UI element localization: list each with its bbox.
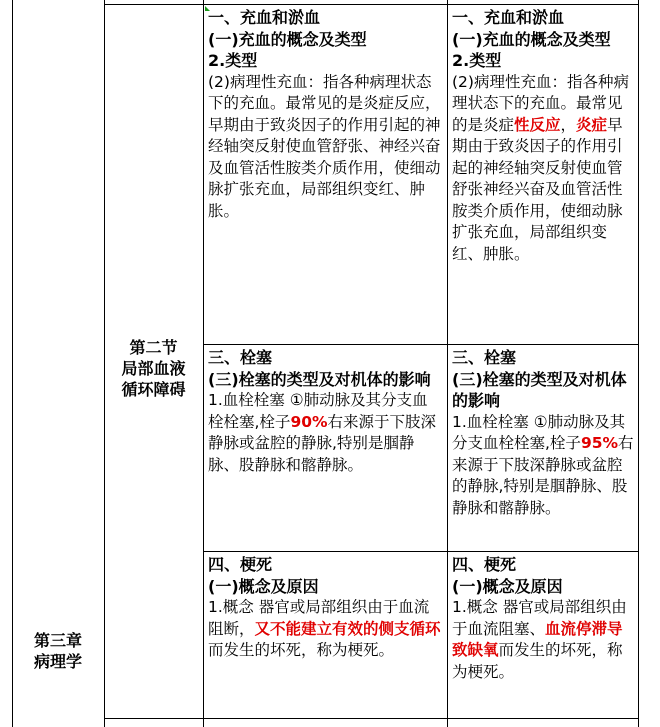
row3-left-heading2: (一)概念及原因	[208, 576, 319, 596]
row1-right-text-part2: ，	[560, 115, 577, 134]
row1-right-text-part3: 早期由于致炎因子的作用引起的神经轴突反射使血管舒张神经兴奋及血管活性胺类介质作用，使细动脉扩张充血，局部组织变红、肿胀。	[452, 115, 623, 263]
row2-left-cell	[203, 347, 447, 476]
row1-right-highlight2: 炎症	[576, 115, 608, 134]
row2-left-text-part2: 右来源于下肢深静脉或盆腔的静脉,特别是腘静脉、股静脉和髂静脉。	[208, 412, 437, 474]
row2-left-text-part1: 1.血栓栓塞 ①肺动脉及其分支血栓栓塞,栓子	[208, 391, 428, 431]
row2-right-text-part1: 1.血栓栓塞 ①肺动脉及其分支血栓栓塞,栓子	[452, 412, 626, 452]
row1-left-heading2: (一)充血的概念及类型	[208, 29, 367, 49]
row1-left-heading3: 2.类型	[208, 51, 258, 70]
row1-right-text-part1: (2)病理性充血：指各种病理状态下的充血。最常见的是炎症	[452, 72, 629, 134]
row3-left-highlight: 又不能建立有效的侧支循环	[254, 619, 441, 638]
table-border-right	[638, 0, 639, 727]
row2-right-text	[452, 412, 634, 520]
row1-right-heading3: 2.类型	[452, 51, 502, 70]
table-border-left	[12, 0, 13, 727]
row3-left-text-part1: 1.概念 器官或局部组织由于血流阻断，	[208, 598, 430, 638]
chapter-number: 第三章	[33, 631, 82, 650]
row3-left-cell	[203, 554, 447, 662]
row2-left-highlight: 90%	[290, 412, 328, 431]
row1-right-cell	[447, 7, 638, 265]
row1-left-cell	[203, 7, 447, 222]
row1-left-heading1: 一、充血和淤血	[208, 8, 321, 27]
row2-right-highlight: 95%	[580, 434, 619, 452]
section-number: 第二节	[129, 338, 178, 357]
row1-right-highlight1: 性反应	[514, 115, 561, 134]
row1-right-text	[452, 72, 634, 266]
row3-right-text-part2: 而发生的坏死，称为梗死。	[452, 641, 623, 681]
row-divider-1	[203, 344, 639, 345]
row1-left-text: (2)病理性充血：指各种病理状态下的充血。最常见的是炎症反应，早期由于致炎因子的作用引起的神经轴突反射使血管舒张、神经兴奋及血管活性胺类介质作用，使细动脉扩张充血，局部组织变红、肿胀。	[208, 72, 441, 220]
row2-left-text	[208, 390, 443, 476]
row3-right-text-part1: 1.概念 器官或局部组织由于血流阻塞、	[452, 598, 627, 638]
row-divider-top	[104, 4, 639, 5]
row1-right-heading2: (一)充血的概念及类型	[452, 29, 611, 49]
row3-right-heading2: (一)概念及原因	[452, 576, 563, 596]
chapter-label	[12, 630, 104, 672]
section-title-line2: 循环障碍	[121, 380, 186, 399]
row2-left-heading1: 三、栓塞	[208, 348, 273, 367]
row2-right-heading1: 三、栓塞	[452, 348, 517, 367]
row3-right-heading1: 四、梗死	[452, 555, 517, 574]
row3-right-text	[452, 597, 634, 683]
row3-right-highlight: 血流停滞导致缺氧	[452, 619, 623, 659]
row-divider-2	[203, 551, 639, 552]
row2-right-cell	[447, 347, 638, 519]
row2-right-heading2: (三)栓塞的类型及对机体的影响	[452, 369, 627, 410]
section-title-line1: 局部血液	[121, 359, 186, 378]
row1-right-heading1: 一、充血和淤血	[452, 8, 565, 27]
row-divider-bottom	[104, 718, 639, 719]
row3-left-text-part2: 而发生的坏死，称为梗死。	[208, 641, 395, 659]
section-label	[104, 337, 203, 400]
row2-right-text-part2: 右来源于下肢深静脉或盆腔的静脉,特别是腘静脉、股静脉和髂静脉。	[452, 434, 634, 517]
row3-left-text	[208, 597, 443, 662]
chapter-title: 病理学	[33, 652, 82, 671]
row3-right-cell	[447, 554, 638, 683]
row3-left-heading1: 四、梗死	[208, 555, 273, 574]
row2-left-heading2: (三)栓塞的类型及对机体的影响	[208, 369, 431, 389]
